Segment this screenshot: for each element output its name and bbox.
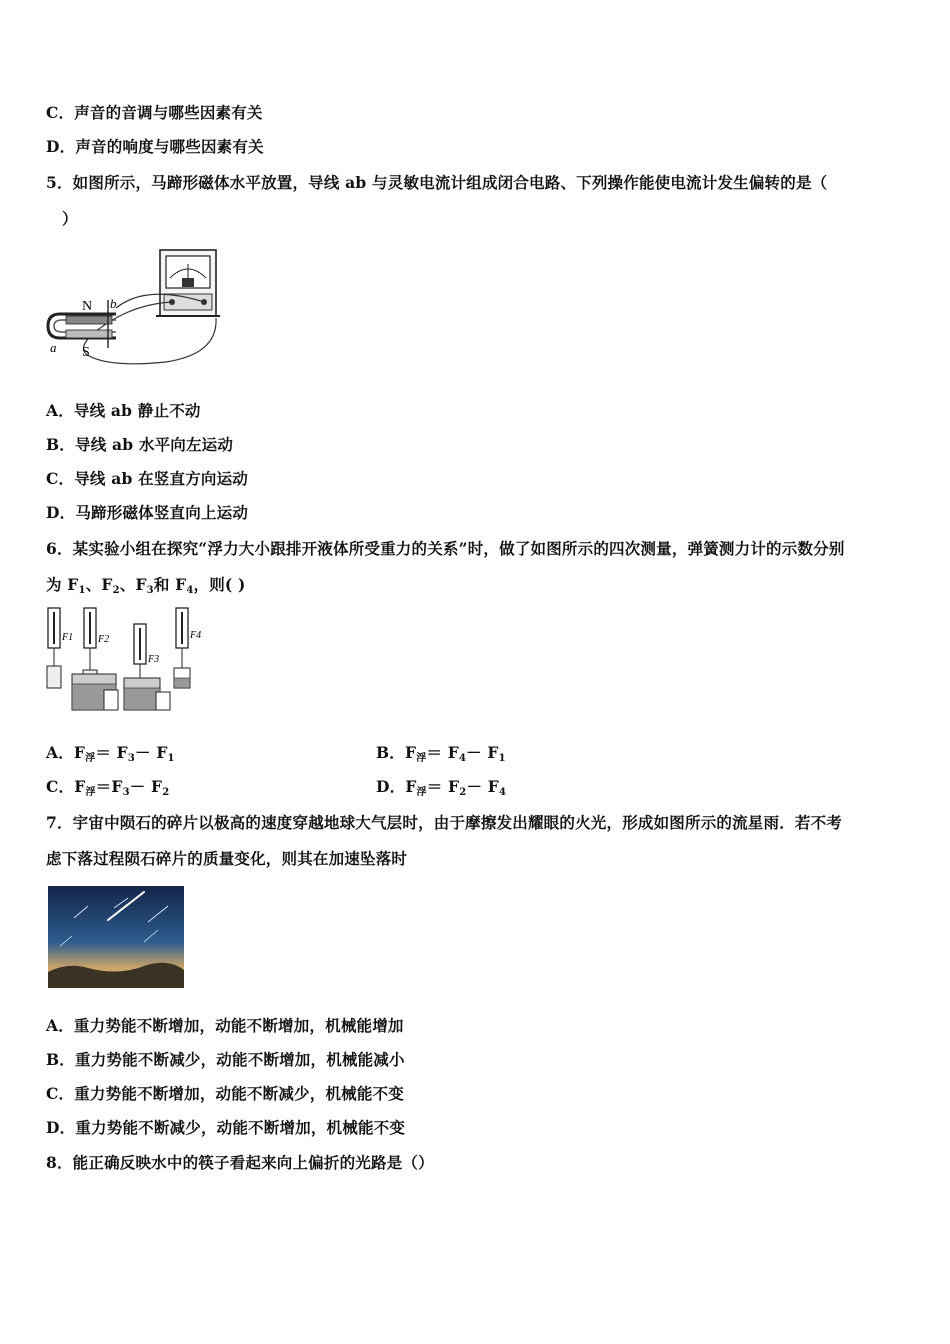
magnet-s-label: S xyxy=(82,345,90,360)
q7-stem-line2: 虑下落过程陨石碎片的质量变化，则其在加速坠落时 xyxy=(46,849,408,868)
q5-stem-line2: ） xyxy=(62,209,78,228)
q7-option-a: A．重力势能不断增加，动能不断增加，机械能增加 xyxy=(46,1016,404,1035)
spring-scale-3 xyxy=(124,624,170,710)
spring-scale-4 xyxy=(174,608,190,688)
q5-option-d: D．马蹄形磁体竖直向上运动 xyxy=(46,503,249,522)
q7-option-b: B．重力势能不断减少，动能不断增加，机械能减小 xyxy=(46,1050,405,1069)
spring-scale-2 xyxy=(72,608,118,710)
q6-spring-scale-figure xyxy=(44,604,214,714)
f3-label: F3 xyxy=(148,654,160,665)
q6-option-c: C．$F_浮=F_3- F_2$ xyxy=(46,777,170,798)
q7-option-d: D．重力势能不断减少，动能不断增加，机械能不变 xyxy=(46,1118,406,1137)
f1-label: F1 xyxy=(62,632,74,643)
f4-label: F4 xyxy=(190,630,202,641)
q5-option-b: B．导线 ab 水平向左运动 xyxy=(46,435,234,454)
q5-option-a: A．导线 ab 静止不动 xyxy=(46,401,201,420)
q5-magnet-galvanometer-figure xyxy=(46,244,226,376)
q7-stem-line1: 7．宇宙中陨石的碎片以极高的速度穿越地球大气层时，由于摩擦发出耀眼的火光，形成如图所示的流星雨．若不考 xyxy=(46,813,842,832)
q7-meteor-shower-image xyxy=(48,886,184,988)
q5-stem-line1: 5．如图所示，马蹄形磁体水平放置，导线 ab 与灵敏电流计组成闭合电路、下列操作能使电流计发生偏转的是（ xyxy=(46,173,828,192)
q4-option-d: D．声音的响度与哪些因素有关 xyxy=(46,137,264,156)
magnet-n-label: N xyxy=(82,299,93,314)
q6-option-a: A．$F_浮= F_3- F_1$ xyxy=(46,743,175,764)
wire-b-label: b xyxy=(110,296,117,311)
q8-stem: 8．能正确反映水中的筷子看起来向上偏折的光路是（） xyxy=(46,1153,434,1172)
q6-stem-line1: 6．某实验小组在探究“浮力大小跟排开液体所受重力的关系”时，做了如图所示的四次测量，弹簧测力计的示数分别 xyxy=(46,539,845,558)
wire-a-label: a xyxy=(50,340,57,355)
q6-stem-line2: 为 $F_1$、$F_2$、$F_3$和 $F_4$，则( ) xyxy=(46,575,246,596)
q6-option-b: B．$F_浮= F_4- F_1$ xyxy=(376,743,506,764)
f2-label: F2 xyxy=(98,634,110,645)
q6-option-d: D．$F_浮= F_2- F_4$ xyxy=(376,777,507,798)
spring-scale-1 xyxy=(47,608,61,688)
q5-option-c: C．导线 ab 在竖直方向运动 xyxy=(46,469,249,488)
q4-option-c: C．声音的音调与哪些因素有关 xyxy=(46,103,263,122)
q7-option-c: C．重力势能不断增加，动能不断减少，机械能不变 xyxy=(46,1084,404,1103)
